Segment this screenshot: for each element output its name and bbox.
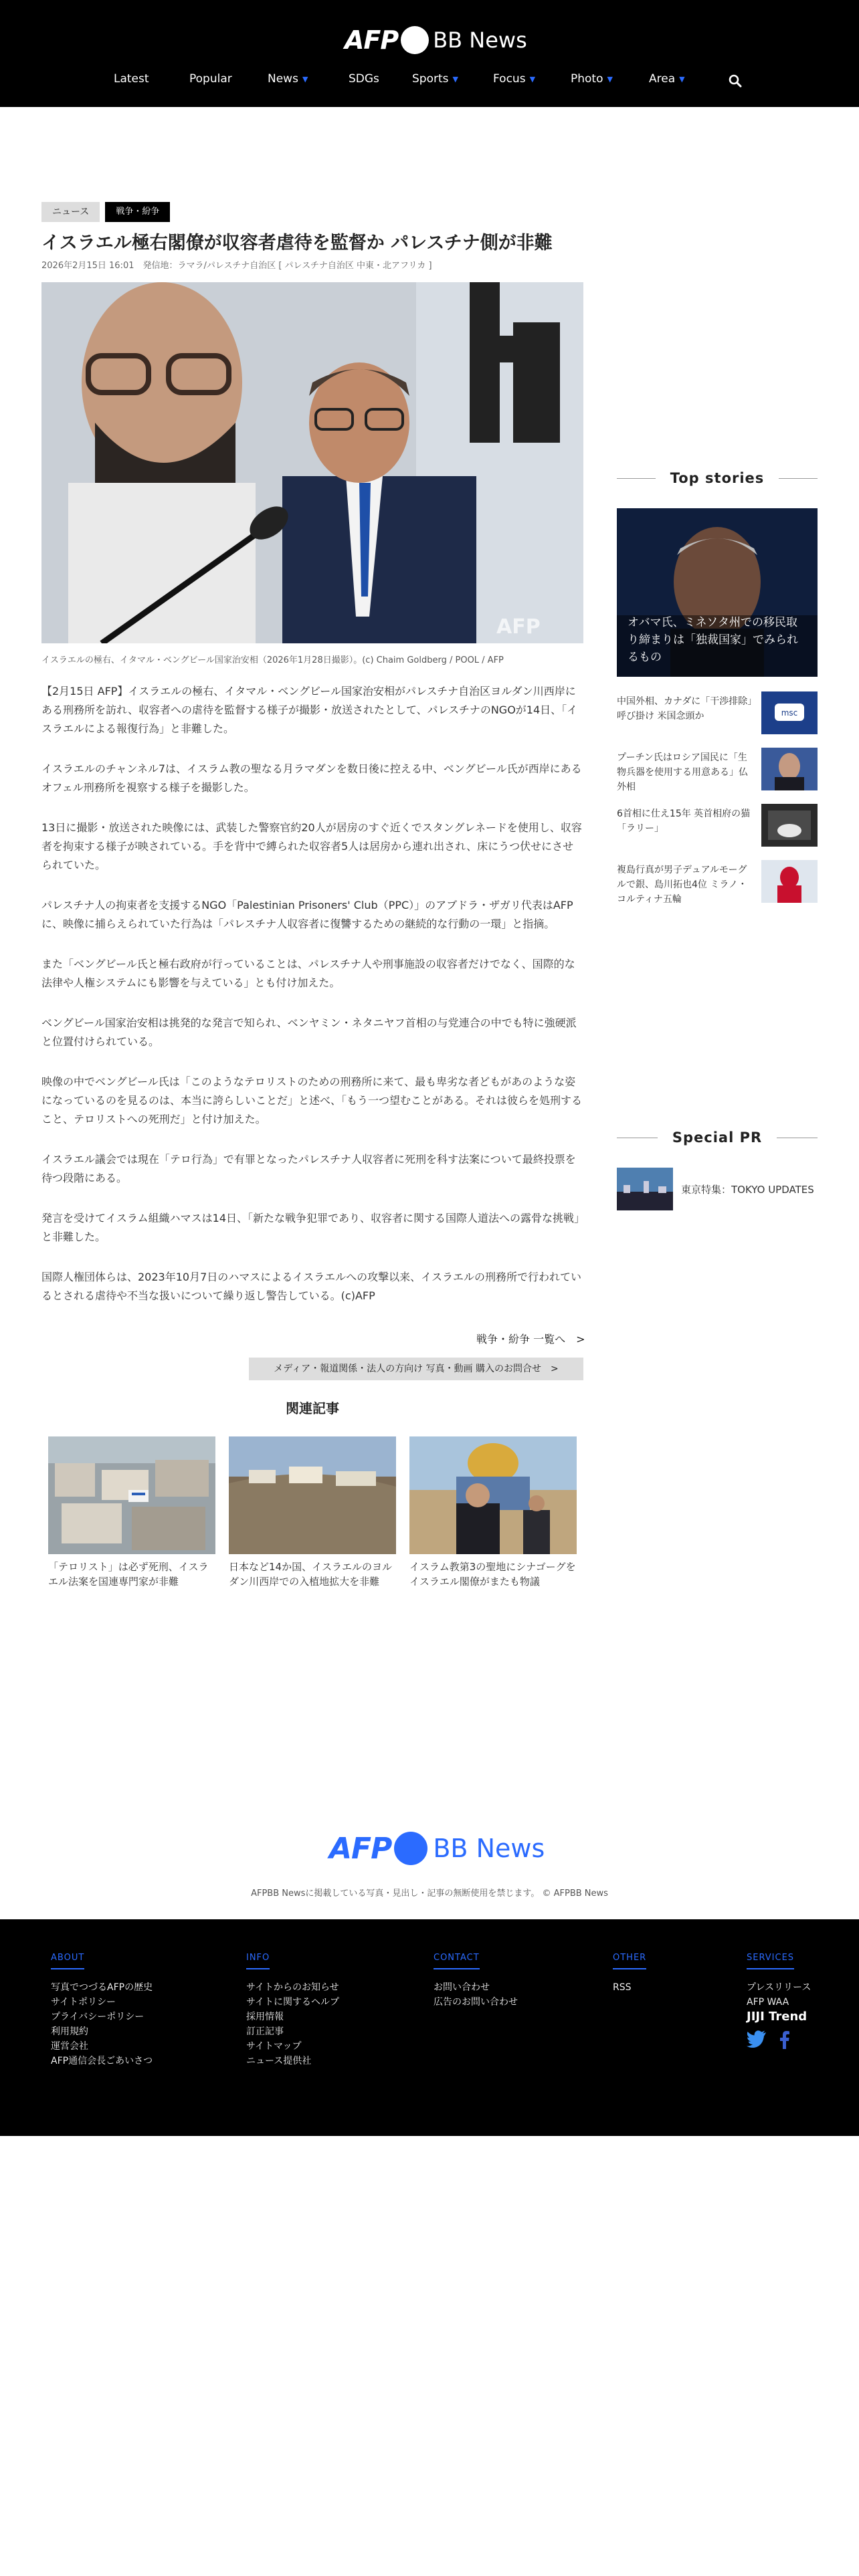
story-text: 6首相に仕え15年 英首相府の猫「ラリー」 — [617, 809, 751, 834]
nav-focus[interactable] — [493, 72, 535, 86]
related-card[interactable] — [48, 1436, 215, 1589]
footer-col-head: CONTACT — [434, 1953, 480, 1969]
nav-label: Focus — [493, 72, 526, 86]
footer-link[interactable]: RSS — [613, 1982, 632, 1993]
footer-logo-bb: BB News — [433, 1834, 545, 1863]
top-stories-heading — [617, 468, 818, 488]
nav-label: Area — [649, 72, 676, 86]
footer-link[interactable]: 広告のお問い合わせ — [434, 1997, 518, 2008]
related-text: 「テロリスト」は必ず死刑、イスラエル法案を国連専門家が非難 — [48, 1561, 209, 1588]
footer-link[interactable]: サイトからのお知らせ — [246, 1982, 339, 1993]
chevron-down-icon: ▼ — [302, 74, 308, 84]
footer-col-head: INFO — [246, 1953, 270, 1969]
logo-afp-text: AFP — [345, 25, 399, 55]
story-text: 中国外相、カナダに「干渉排除」呼び掛け 米国念頭か — [617, 696, 753, 722]
top-stories-title: Top stories — [670, 470, 765, 486]
paragraph: また「ベングビール氏と極右政府が行っていることは、パレスチナ人や刑事施設の収容者だけでなく、国際的な法律や人権システムにも影響を与えている」とも付け加えた。 — [41, 958, 575, 989]
nav-label: Popular — [189, 72, 232, 86]
nav-label: News — [268, 72, 298, 86]
pr-image — [617, 1168, 673, 1210]
logo-dot — [401, 26, 429, 54]
footer-col-services — [747, 1950, 811, 2049]
article-photo — [41, 282, 583, 643]
chevron-down-icon: ▼ — [529, 74, 536, 84]
nav-label: Photo — [571, 72, 603, 86]
chevron-down-icon: ▼ — [679, 74, 685, 84]
footer-col-about — [51, 1950, 153, 2068]
footer-logo-dot — [394, 1832, 427, 1865]
paragraph: 発言を受けてイスラム組織ハマスは14日、「新たな戦争犯罪であり、収容者に関する国際人道法への露骨な挑戦」と非難した。 — [41, 1212, 580, 1243]
footer-col-info — [246, 1950, 339, 2068]
footer-link[interactable]: 写真でつづるAFPの歴史 — [51, 1982, 153, 1993]
footer-col-other — [613, 1950, 646, 1995]
story-item[interactable] — [617, 804, 818, 848]
story-text: プーチン氏はロシア国民に「生物兵器を使用する用意ある」仏外相 — [617, 752, 748, 792]
related-text: イスラム教第3の聖地にシナゴーグを イスラエル閣僚がまたも物議 — [409, 1561, 576, 1588]
footer-col-head: ABOUT — [51, 1953, 84, 1969]
photo-watermark: AFP — [496, 615, 541, 639]
story-badge-text: msc — [781, 708, 798, 718]
footer-link[interactable]: サイトポリシー — [51, 1997, 116, 2008]
related-heading: 関連記事 — [286, 1400, 339, 1416]
chevron-down-icon: ▼ — [607, 74, 613, 84]
facebook-icon[interactable] — [777, 2030, 791, 2049]
related-image — [409, 1436, 577, 1554]
paragraph: 国際人権団体らは、2023年10月7日のハマスによるイスラエルへの攻撃以来、イスラエルの刑務所で行われているとされる虐待や不当な扱いについて繰り返し警告している。(c)AFP — [41, 1271, 581, 1302]
nav-area[interactable] — [649, 72, 685, 86]
category-list-link[interactable]: 戦争・紛争 一覧へ > — [476, 1333, 585, 1346]
article-tags — [41, 202, 170, 222]
footer-link[interactable]: プライバシーポリシー — [51, 2012, 145, 2022]
nav-label: Sports — [412, 72, 449, 86]
nav-news[interactable] — [268, 72, 308, 86]
footer-col-head: SERVICES — [747, 1953, 794, 1969]
photo-caption: イスラエルの極右、イタマル・ベングビール国家治安相（2026年1月28日撮影）。(c) Chaim Goldberg / POOL / AFP — [41, 655, 504, 665]
paragraph: 映像の中でベングビール氏は「このようなテロリストのための刑務所に来て、最も卑劣な者どもがあのような姿になっているのを見るのは、本当に誇らしいことだ」と述べ、「もう一つ望むことがある。それは彼らを処刑すること、テロリストへの死刑だ」と付け加えた。 — [41, 1075, 583, 1125]
footer-link[interactable]: 訂正記事 — [246, 2026, 284, 2037]
story-item[interactable] — [617, 748, 818, 792]
footer-link[interactable]: サイトに関するヘルプ — [246, 1997, 340, 2008]
nav-sports[interactable] — [412, 72, 458, 86]
nav-label: SDGs — [349, 72, 379, 86]
copyright-note: AFPBB Newsに掲載している写真・見出し・記事の無断使用を禁じます。 © AFPBB News — [251, 1889, 608, 1899]
main-nav — [0, 72, 859, 92]
nav-popular[interactable] — [189, 72, 232, 86]
nav-sdgs[interactable] — [349, 72, 379, 86]
paragraph: ベングビール国家治安相は挑発的な発言で知られ、ベンヤミン・ネタニヤフ首相の与党連合の中でも特に強硬派と位置付けられている。 — [41, 1016, 577, 1048]
footer-col-contact — [434, 1950, 518, 2010]
nav-photo[interactable] — [571, 72, 613, 86]
footer-link[interactable]: 運営会社 — [51, 2041, 88, 2052]
site-footer — [0, 1919, 859, 2136]
pr-text: 東京特集：TOKYO UPDATES — [681, 1184, 814, 1196]
article-title: イスラエル極右閣僚が収容者虐待を監督か パレスチナ側が非難 — [41, 233, 553, 253]
divider — [617, 478, 656, 479]
footer-link[interactable]: AFP通信会長ごあいさつ — [51, 2056, 153, 2066]
footer-link[interactable]: お問い合わせ — [434, 1982, 490, 1993]
divider — [779, 478, 818, 479]
article-meta: 2026年2月15日 16:01 発信地：ラマラ/パレスチナ自治区 [ パレスチナ自治区 中東・北アフリカ ] — [41, 261, 432, 271]
footer-link[interactable]: プレスリリース — [747, 1982, 812, 1993]
footer-link[interactable]: 採用情報 — [246, 2012, 284, 2022]
paragraph: イスラエル議会では現在「テロ行為」で有罪となったパレスチナ人収容者に死刑を科す法案について最終投票を待つ段階にある。 — [41, 1153, 576, 1184]
related-text: 日本など14か国、イスラエルのヨルダン川西岸での入植地拡大を非難 — [229, 1561, 392, 1588]
related-card[interactable] — [409, 1436, 577, 1589]
story-item[interactable] — [617, 860, 818, 904]
tag-news[interactable]: ニュース — [41, 202, 100, 222]
story-image — [761, 691, 818, 734]
paragraph: パレスチナ人の拘束者を支援するNGO「Palestinian Prisoners' Club（PPC）」のアブドラ・ザガリ代表はAFPに、映像に捕らえられていた行為は「パレスチナ人収容者に復讐するための継続的な行動の一環」と指摘。 — [41, 899, 573, 930]
site-logo[interactable] — [345, 25, 527, 55]
footer-logo-afp: AFP — [329, 1831, 392, 1866]
top-story-main[interactable] — [617, 508, 818, 677]
paragraph: イスラエルのチャンネル7は、イスラム教の聖なる月ラマダンを数日後に控える中、ベングビール氏が西岸にあるオフェル刑務所を視察する様子を撮影した。 — [41, 762, 582, 794]
story-image — [761, 860, 818, 903]
paragraph: 13日に撮影・放送された映像には、武装した警察官約20人が居房のすぐ近くでスタングレネードを使用し、収容者を拘束する様子が映されている。手を背中で縛られた収容者5人は居房から連れ出され、床にうつ伏せにさせられていた。 — [41, 821, 582, 871]
social-links — [747, 2030, 811, 2049]
story-image — [761, 748, 818, 790]
search-icon[interactable] — [728, 74, 743, 88]
nav-latest[interactable] — [114, 72, 149, 86]
special-pr-title: Special PR — [672, 1130, 763, 1146]
related-card[interactable] — [229, 1436, 396, 1589]
story-item[interactable] — [617, 691, 818, 736]
paragraph: 【2月15日 AFP】イスラエルの極右、イタマル・ベングビール国家治安相がパレスチナ自治区ヨルダン川西岸にある刑務所を訪れ、収容者への虐待を監督する様子が撮影・放送されたとして、パレスチナのNGOが14日、「イスラエルによる報復行為」と非難した。 — [41, 685, 578, 735]
nav-label: Latest — [114, 72, 149, 86]
media-inquiry-button[interactable]: メディア・報道関係・法人の方向け 写真・動画 購入のお問合せ > — [249, 1358, 583, 1380]
footer-col-head: OTHER — [613, 1953, 646, 1969]
related-image — [48, 1436, 215, 1554]
top-story-headline: オバマ氏、ミネソタ州での移民取り締まりは「独裁国家」でみられるもの — [628, 616, 798, 664]
story-text: 複島行真が男子デュアルモーグルで銀、島川拓也4位 ミラノ・コルティナ五輪 — [617, 865, 747, 905]
related-image — [229, 1436, 396, 1554]
story-image — [761, 804, 818, 847]
jiji-trend-link[interactable]: JIJI Trend — [747, 2010, 807, 2024]
special-pr-heading — [617, 1128, 818, 1148]
special-pr-item[interactable] — [617, 1168, 818, 1210]
tag-category[interactable]: 戦争・紛争 — [105, 202, 170, 222]
twitter-icon[interactable] — [747, 2030, 767, 2048]
footer-link[interactable]: AFP WAA — [747, 1997, 789, 2008]
footer-logo[interactable] — [329, 1830, 545, 1867]
footer-link[interactable]: 利用規約 — [51, 2026, 88, 2037]
chevron-down-icon: ▼ — [452, 74, 458, 84]
logo-bb-text: BB News — [433, 27, 527, 53]
site-header — [0, 0, 859, 107]
footer-link[interactable]: ニュース提供社 — [246, 2056, 312, 2066]
footer-link[interactable]: サイトマップ — [246, 2041, 302, 2052]
